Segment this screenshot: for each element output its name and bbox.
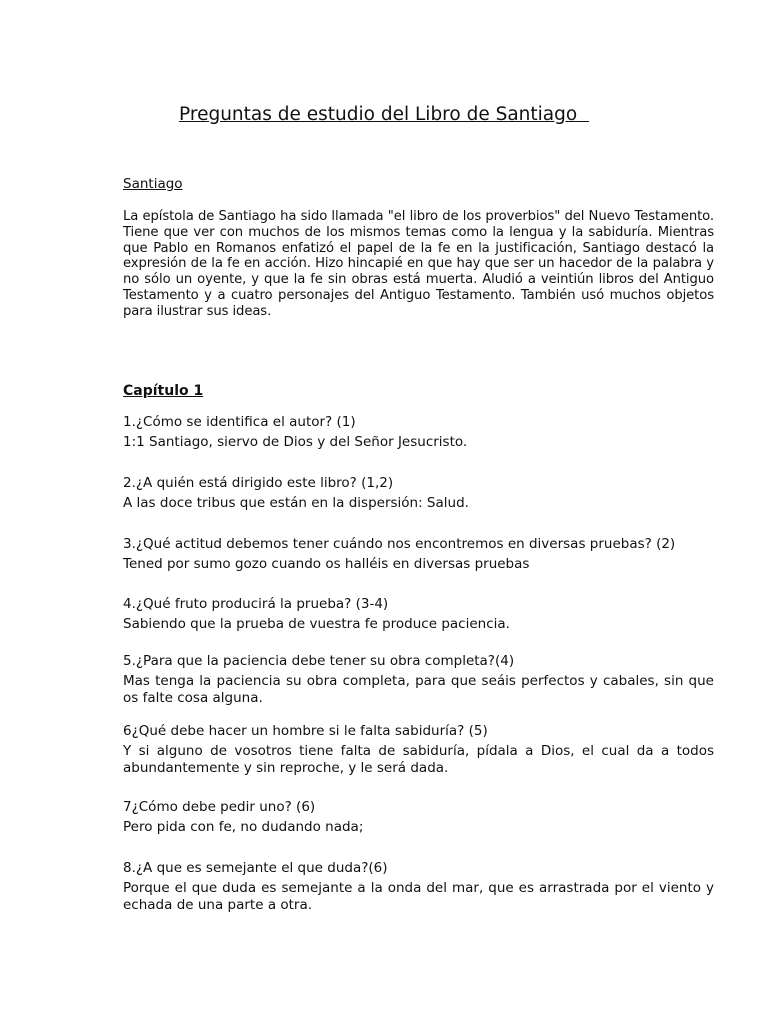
qa-item [123, 595, 714, 633]
answer-text: Sabiendo que la prueba de vuestra fe produce paciencia. [123, 616, 510, 632]
qa-item [123, 652, 714, 707]
answer-text: Porque el que duda es semejante a la onda del mar, que es arrastrada por el viento y echada de una parte a otra. [123, 880, 714, 913]
question-text: 8.¿A que es semejante el que duda?(6) [123, 860, 388, 876]
answer-text: A las doce tribus que están en la dispersión: Salud. [123, 495, 469, 511]
intro-paragraph: La epístola de Santiago ha sido llamada "el libro de los proverbios" del Nuevo Testamento. Tiene que ver con muchos de los mismos temas como la lengua y la sabiduría. Mientras que Pablo en Romanos enfatizó el papel de la fe en la justificación, Santiago destacó la expresión de la fe en acción. Hizo hincapié en que hay que ser un hacedor de la palabra y no sólo un oyente, y que la fe sin obras está muerta. Aludió a veintiún libros del Antiguo Testamento y a cuatro personajes del Antiguo Testamento. También usó muchos objetos para ilustrar sus ideas. [123, 209, 714, 319]
qa-item [123, 474, 714, 512]
qa-item [123, 798, 714, 836]
answer-text: Tened por sumo gozo cuando os halléis en diversas pruebas [123, 556, 530, 572]
qa-item [123, 722, 714, 777]
section-label: Santiago [123, 176, 183, 192]
answer-text: 1:1 Santiago, siervo de Dios y del Señor Jesucristo. [123, 434, 468, 450]
chapter-heading: Capítulo 1 [123, 383, 204, 399]
question-text: 2.¿A quién está dirigido este libro? (1,2) [123, 475, 394, 491]
page-title: Preguntas de estudio del Libro de Santiago [179, 104, 589, 125]
qa-item [123, 859, 714, 914]
question-text: 1.¿Cómo se identifica el autor? (1) [123, 414, 356, 430]
answer-text: Mas tenga la paciencia su obra completa, para que seáis perfectos y cabales, sin que os falte cosa alguna. [123, 673, 714, 706]
question-text: 6¿Qué debe hacer un hombre si le falta sabiduría? (5) [123, 723, 488, 739]
qa-item [123, 535, 714, 573]
answer-text: Pero pida con fe, no dudando nada; [123, 819, 364, 835]
qa-item [123, 413, 714, 451]
question-text: 7¿Cómo debe pedir uno? (6) [123, 799, 316, 815]
question-text: 5.¿Para que la paciencia debe tener su obra completa?(4) [123, 653, 515, 669]
question-text: 3.¿Qué actitud debemos tener cuándo nos encontremos en diversas pruebas? (2) [123, 536, 676, 552]
answer-text: Y si alguno de vosotros tiene falta de sabiduría, pídala a Dios, el cual da a todos abundantemente y sin reproche, y le será dada. [123, 743, 714, 776]
question-text: 4.¿Qué fruto producirá la prueba? (3-4) [123, 596, 389, 612]
